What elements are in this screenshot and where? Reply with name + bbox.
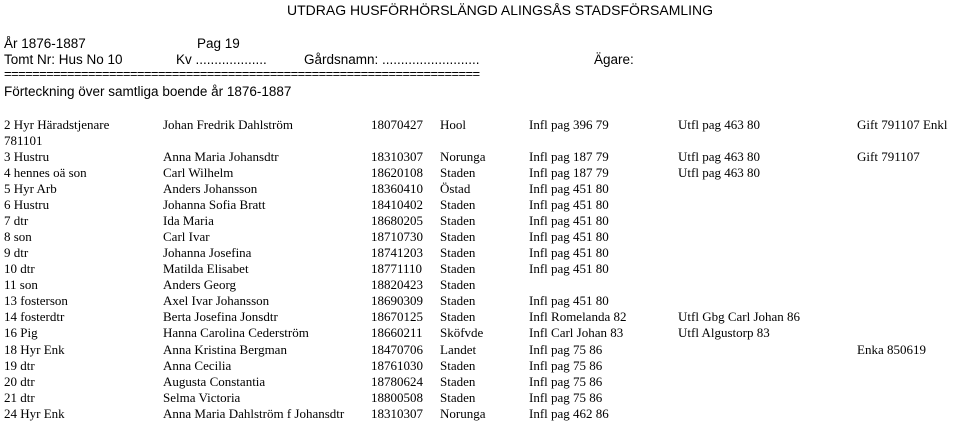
table-row xyxy=(0,325,960,341)
person-name: Carl Ivar xyxy=(163,229,210,244)
page-number: Pag 19 xyxy=(197,36,240,51)
table-row xyxy=(0,406,960,422)
person-name: Johanna Josefina xyxy=(163,245,252,260)
birth-date: 18410402 xyxy=(371,197,423,212)
birth-place: Staden xyxy=(440,358,476,373)
birth-date: 18620108 xyxy=(371,165,423,180)
birth-place: Norunga xyxy=(440,406,486,421)
row-number-role: 16 Pig xyxy=(4,325,38,340)
table-row xyxy=(0,149,960,165)
birth-place: Staden xyxy=(440,261,476,276)
birth-place: Norunga xyxy=(440,149,486,164)
birth-place: Staden xyxy=(440,213,476,228)
row-number-role: 5 Hyr Arb xyxy=(4,181,57,196)
moved-in: Infl pag 451 80 xyxy=(529,229,609,244)
table-row xyxy=(0,374,960,390)
row-number-role: 6 Hustru xyxy=(4,197,50,212)
person-name: Anders Johansson xyxy=(163,181,258,196)
person-name: Johan Fredrik Dahlström xyxy=(163,117,293,132)
moved-in: Infl pag 75 86 xyxy=(529,390,603,405)
remark: Enka 850619 xyxy=(857,342,926,357)
person-name: Carl Wilhelm xyxy=(163,165,234,180)
person-name: Anna Maria Dahlström f Johansdtr xyxy=(163,406,345,421)
moved-in: Infl pag 75 86 xyxy=(529,342,603,357)
person-name: Anna Kristina Bergman xyxy=(163,342,287,357)
moved-in: Infl pag 187 79 xyxy=(529,165,609,180)
moved-out: Utfl pag 463 80 xyxy=(678,117,760,132)
person-name: Axel Ivar Johansson xyxy=(163,293,270,308)
birth-date: 18800508 xyxy=(371,390,423,405)
moved-out: Utfl pag 463 80 xyxy=(678,149,760,164)
person-name: Hanna Carolina Cederström xyxy=(163,325,309,340)
table-row xyxy=(0,293,960,309)
agare: Ägare: xyxy=(594,52,634,67)
person-name: Anna Cecilia xyxy=(163,358,232,373)
row-number-role: 4 hennes oä son xyxy=(4,165,87,180)
birth-date: 18360410 xyxy=(371,181,423,196)
table-row xyxy=(0,229,960,245)
birth-place: Östad xyxy=(440,181,471,196)
gardsnamn: Gårdsnamn: .......................... xyxy=(304,52,480,67)
birth-date: 18310307 xyxy=(371,149,423,164)
birth-date: 18670125 xyxy=(371,309,423,324)
birth-place: Hool xyxy=(440,117,466,132)
kvarter: Kv ................... xyxy=(176,52,267,67)
birth-place: Staden xyxy=(440,229,476,244)
birth-date: 18070427 xyxy=(371,117,423,132)
table-row xyxy=(0,277,960,293)
moved-in: Infl pag 75 86 xyxy=(529,374,603,389)
moved-in: Infl Romelanda 82 xyxy=(529,309,627,324)
year-range: År 1876-1887 xyxy=(4,36,86,51)
row-number-role: 20 dtr xyxy=(4,374,35,389)
birth-place: Staden xyxy=(440,390,476,405)
table-row xyxy=(0,213,960,229)
birth-date: 18820423 xyxy=(371,277,423,292)
table-row xyxy=(0,245,960,261)
birth-place: Staden xyxy=(440,309,476,324)
separator-line: ==================================================================== xyxy=(4,66,480,81)
moved-out: Utfl Gbg Carl Johan 86 xyxy=(678,309,801,324)
birth-place: Staden xyxy=(440,374,476,389)
moved-in: Infl pag 187 79 xyxy=(529,149,609,164)
birth-place: Staden xyxy=(440,165,476,180)
moved-in: Infl pag 451 80 xyxy=(529,197,609,212)
birth-date: 18771110 xyxy=(371,261,423,276)
birth-date: 18470706 xyxy=(371,342,423,357)
moved-in: Infl Carl Johan 83 xyxy=(529,325,624,340)
moved-out: Utfl Algustorp 83 xyxy=(678,325,770,340)
moved-in: Infl pag 451 80 xyxy=(529,213,609,228)
person-name: Matilda Elisabet xyxy=(163,261,249,276)
birth-place: Staden xyxy=(440,197,476,212)
moved-out: Utfl pag 463 80 xyxy=(678,165,760,180)
person-name: Anders Georg xyxy=(163,277,237,292)
person-name: Johanna Sofia Bratt xyxy=(163,197,266,212)
row-continuation: 781101 xyxy=(4,133,43,148)
row-number-role: 3 Hustru xyxy=(4,149,50,164)
table-row xyxy=(0,197,960,213)
birth-date: 18710730 xyxy=(371,229,423,244)
forteckning-heading: Förteckning över samtliga boende år 1876-1887 xyxy=(4,84,292,99)
row-number-role: 8 son xyxy=(4,229,32,244)
row-number-role: 14 fosterdtr xyxy=(4,309,65,324)
birth-date: 18761030 xyxy=(371,358,423,373)
document-title: UTDRAG HUSFÖRHÖRSLÄNGD ALINGSÅS STADSFÖRSAMLING xyxy=(287,2,714,18)
person-name: Ida Maria xyxy=(163,213,214,228)
table-row xyxy=(0,358,960,374)
moved-in: Infl pag 451 80 xyxy=(529,245,609,260)
birth-date: 18310307 xyxy=(371,406,423,421)
person-name: Anna Maria Johansdtr xyxy=(163,149,279,164)
table-row xyxy=(0,342,960,358)
moved-in: Infl pag 451 80 xyxy=(529,261,609,276)
row-number-role: 21 dtr xyxy=(4,390,35,405)
birth-place: Staden xyxy=(440,293,476,308)
row-number-role: 11 son xyxy=(4,277,38,292)
moved-in: Infl pag 75 86 xyxy=(529,358,603,373)
person-name: Berta Josefina Jonsdtr xyxy=(163,309,278,324)
person-name: Augusta Constantia xyxy=(163,374,266,389)
moved-in: Infl pag 462 86 xyxy=(529,406,609,421)
person-name: Selma Victoria xyxy=(163,390,241,405)
moved-in: Infl pag 451 80 xyxy=(529,293,609,308)
birth-place: Staden xyxy=(440,245,476,260)
birth-place: Staden xyxy=(440,277,476,292)
tomt-number: Tomt Nr: Hus No 10 xyxy=(4,52,123,67)
row-number-role: 10 dtr xyxy=(4,261,35,276)
remark: Gift 791107 xyxy=(857,149,920,164)
birth-date: 18780624 xyxy=(371,374,423,389)
row-number-role: 24 Hyr Enk xyxy=(4,406,65,421)
birth-date: 18680205 xyxy=(371,213,423,228)
table-row xyxy=(0,165,960,181)
table-row xyxy=(0,390,960,406)
row-number-role: 9 dtr xyxy=(4,245,29,260)
table-row xyxy=(0,309,960,325)
table-row xyxy=(0,261,960,277)
table-row xyxy=(0,117,960,133)
remark: Gift 791107 Enkl xyxy=(857,117,948,132)
birth-date: 18660211 xyxy=(371,325,423,340)
row-number-role: 13 fosterson xyxy=(4,293,68,308)
row-number-role: 18 Hyr Enk xyxy=(4,342,65,357)
row-number-role: 7 dtr xyxy=(4,213,29,228)
row-number-role: 2 Hyr Häradstjenare xyxy=(4,117,110,132)
birth-place: Sköfvde xyxy=(440,325,484,340)
row-number-role: 19 dtr xyxy=(4,358,35,373)
table-row xyxy=(0,181,960,197)
birth-date: 18741203 xyxy=(371,245,423,260)
birth-place: Landet xyxy=(440,342,477,357)
birth-date: 18690309 xyxy=(371,293,423,308)
moved-in: Infl pag 451 80 xyxy=(529,181,609,196)
moved-in: Infl pag 396 79 xyxy=(529,117,609,132)
